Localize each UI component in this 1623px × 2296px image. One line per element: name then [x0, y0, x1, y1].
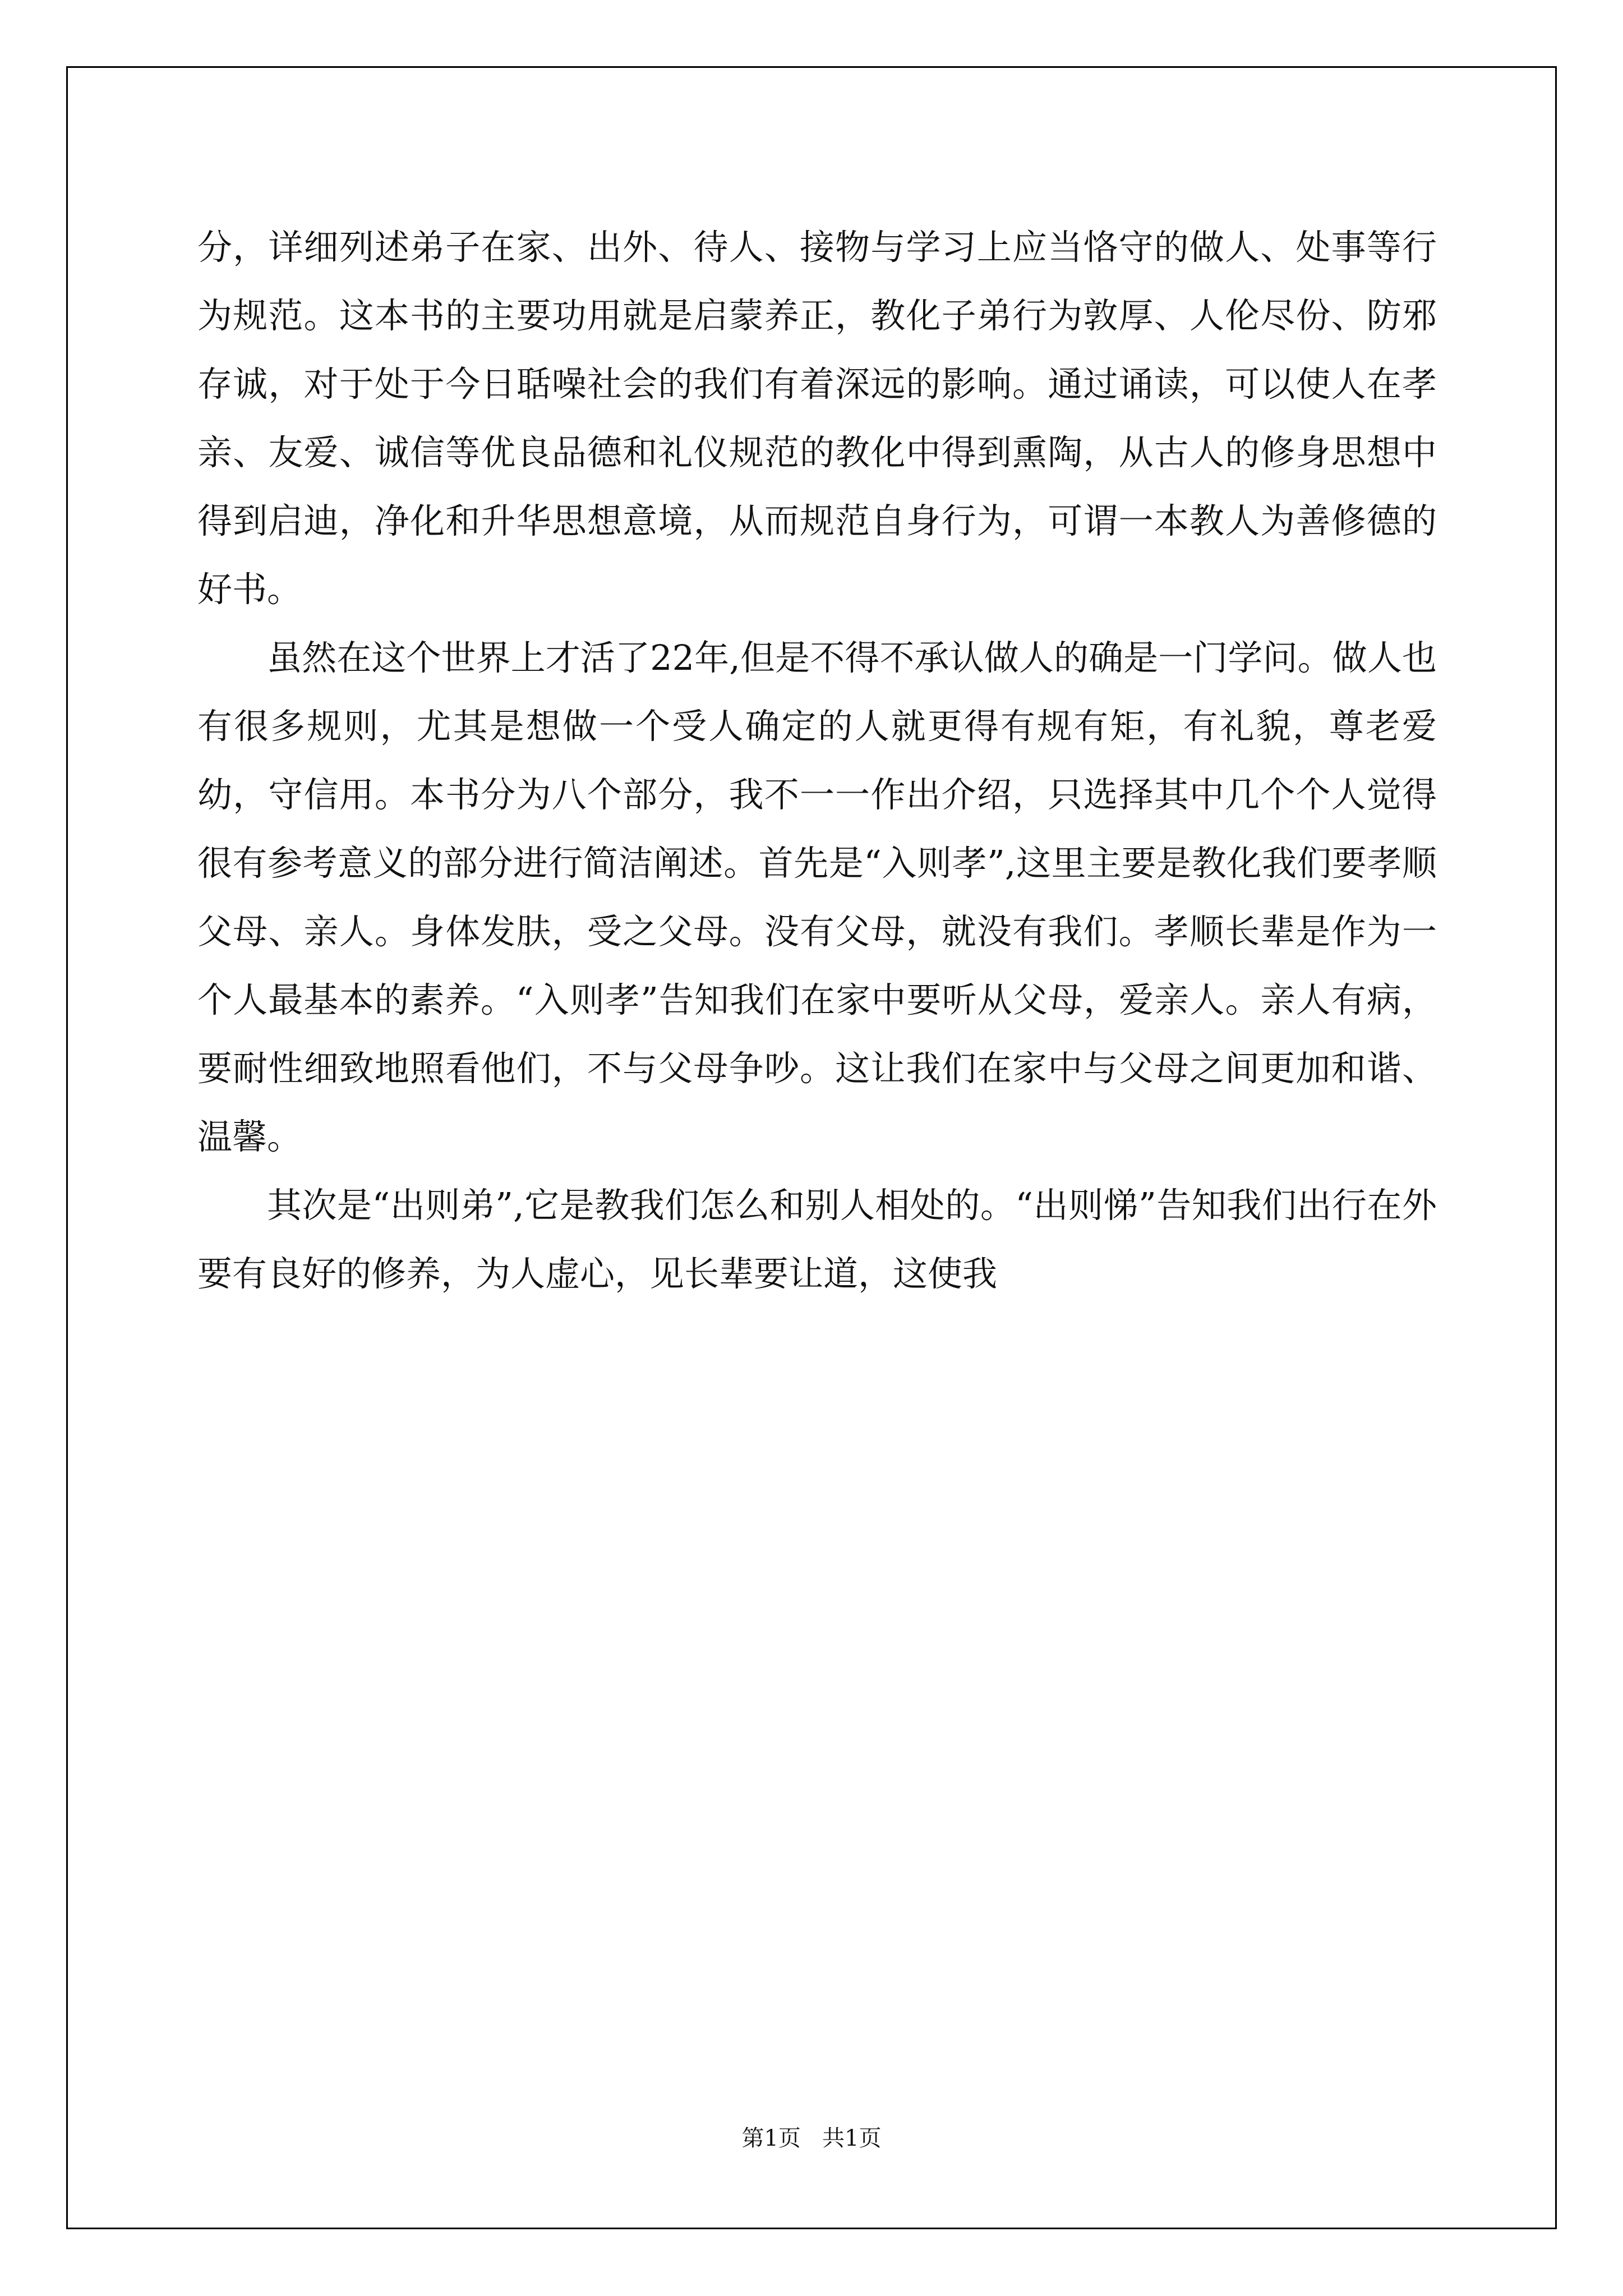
paragraph-1: 分，详细列述弟子在家、出外、待人、接物与学习上应当恪守的做人、处事等行为规范。这本书的主要功用就是启蒙养正，教化子弟行为敦厚、人伦尽份、防邪存诚，对于处于今日聒噪社会的我们有着深远的影响。通过诵读，可以使人在孝亲、友爱、诚信等优良品德和礼仪规范的教化中得到熏陶，从古人的修身思想中得到启迪，净化和升华思想意境，从而规范自身行为，可谓一本教人为善修德的好书。	[197, 227, 1437, 610]
paragraph-3: 其次是“出则弟”,它是教我们怎么和别人相处的。“出则悌”告知我们出行在外要有良好的修养，为人虚心，见长辈要让道，这使我	[197, 1185, 1437, 1294]
document-body	[197, 213, 1437, 1308]
paragraph-2: 虽然在这个世界上才活了22年,但是不得不承认做人的确是一门学问。做人也有很多规则，尤其是想做一个受人确定的人就更得有规有矩，有礼貌，尊老爱幼，守信用。本书分为八个部分，我不一一作出介绍，只选择其中几个个人觉得很有参考意义的部分进行简洁阐述。首先是“入则孝”,这里主要是教化我们要孝顺父母、亲人。身体发肤，受之父母。没有父母，就没有我们。孝顺长辈是作为一个人最基本的素养。“入则孝”告知我们在家中要听从父母，爱亲人。亲人有病，要耐性细致地照看他们，不与父母争吵。这让我们在家中与父母之间更加和谐、温馨。	[197, 637, 1437, 1157]
page-number-footer: 第1页 共1页	[741, 2125, 882, 2151]
